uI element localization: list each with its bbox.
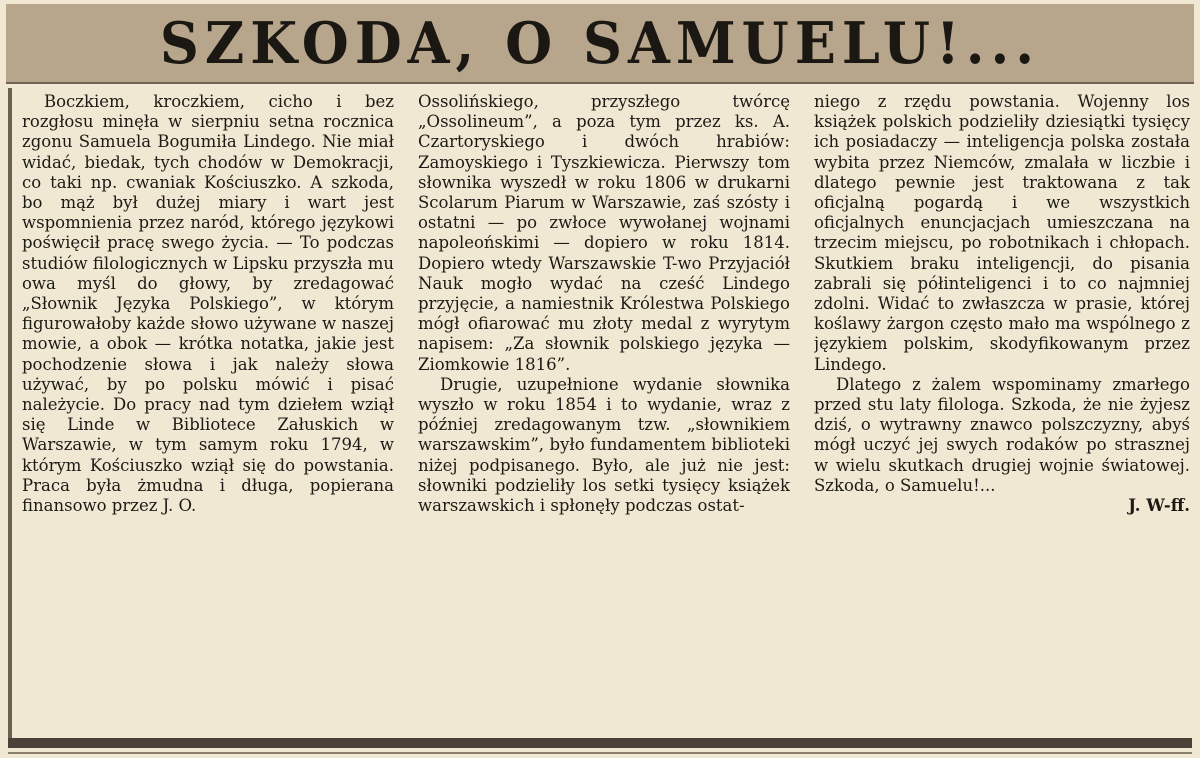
paragraph: Boczkiem, kroczkiem, cicho i bez rozgłosu minęła w sierpniu setna rocznica zgonu Samuela Bogumiła Lindego. Nie miał widać, biedak, tych chodów w Demokracji, co taki np. cwaniak Kościuszko. A szkoda, bo mąż był dużej miary i wart jest wspomnienia przez naród, którego językowi poświęcił pracę swego życia. — To podczas studiów filologicznych w Lipsku przyszła mu owa myśl do głowy, by zredagować „Słownik Języka Polskiego”, w którym figurowałoby każde słowo używane w naszej mowie, a obok — krótka notatka, jakie jest pochodzenie słowa i jak należy słowa używać, by po polsku mówić i pisać należycie. Do pracy nad tym dziełem wziął się Linde w Bibliotece Załuskich w Warszawie, w tym samym roku 1794, w którym Kościuszko wziął się do powstania. Praca była żmudna i długa, popierana finansowo przez J. O. (22, 92, 394, 516)
paragraph: Dlatego z żalem wspominamy zmarłego przed stu laty filologa. Szkoda, że nie żyjesz dziś, o wytrawny znawco polszczyzny, abyś mógł uczyć jej swych rodaków po strasznej w wielu skutkach drugiej wojnie światowej. Szkoda, o Samuelu!... (814, 374, 1190, 495)
paragraph: Ossolińskiego, przyszłego twórcę „Ossolineum”, a poza tym przez ks. A. Czartoryskiego i dwóch hrabiów: Zamoyskiego i Tyszkiewicza. Pierwszy tom słownika wyszedł w roku 1806 w drukarni Scolarum Piarum w Warszawie, zaś szósty i ostatni — po zwłoce wywołanej wojnami napoleońskimi — dopiero w roku 1814. Dopiero wtedy Warszawskie T-wo Przyjaciół Nauk mogło wydać na cześć Lindego przyjęcie, a namiestnik Królestwa Polskiego mógł ofiarować mu złoty medal z wyrytym napisem: „Za słownik polskiego języka — Ziomkowie 1816”. (418, 92, 790, 374)
bottom-border-rule (8, 738, 1192, 748)
author-signature: J. W-ff. (1128, 496, 1190, 516)
article-body (22, 92, 1190, 732)
bottom-thin-rule (8, 752, 1192, 754)
column-1 (22, 92, 394, 732)
left-border-rule (8, 88, 12, 738)
column-2 (418, 92, 790, 732)
column-3 (814, 92, 1190, 732)
article-title: SZKODA, O SAMUELU!... (159, 9, 1041, 77)
paragraph: Drugie, uzupełnione wydanie słownika wyszło w roku 1854 i to wydanie, wraz z później zredagowanym tzw. „słownikiem warszawskim”, było fundamentem biblioteki niżej podpisanego. Było, ale już nie jest: słowniki podzieliły los setki tysięcy książek warszawskich i spłonęły podczas ostat- (418, 374, 790, 516)
title-band (6, 4, 1194, 84)
paragraph: niego z rzędu powstania. Wojenny los książek polskich podzieliły dziesiątki tysięcy ich posiadaczy — inteligencja polska została wybita przez Niemców, zmalała w liczbie i dlatego pewnie jest traktowana z tak oficjalną pogardą i we wszystkich oficjalnych enuncjacjach umieszczana na trzecim miejscu, po robotnikach i chłopach. Skutkiem braku inteligencji, do pisania zabrali się półinteligenci i to co najmniej zdolni. Widać to zwłaszcza w prasie, której koślawy żargon często mało ma wspólnego z językiem polskim, skodyfikowanym przez Lindego. (814, 92, 1190, 374)
